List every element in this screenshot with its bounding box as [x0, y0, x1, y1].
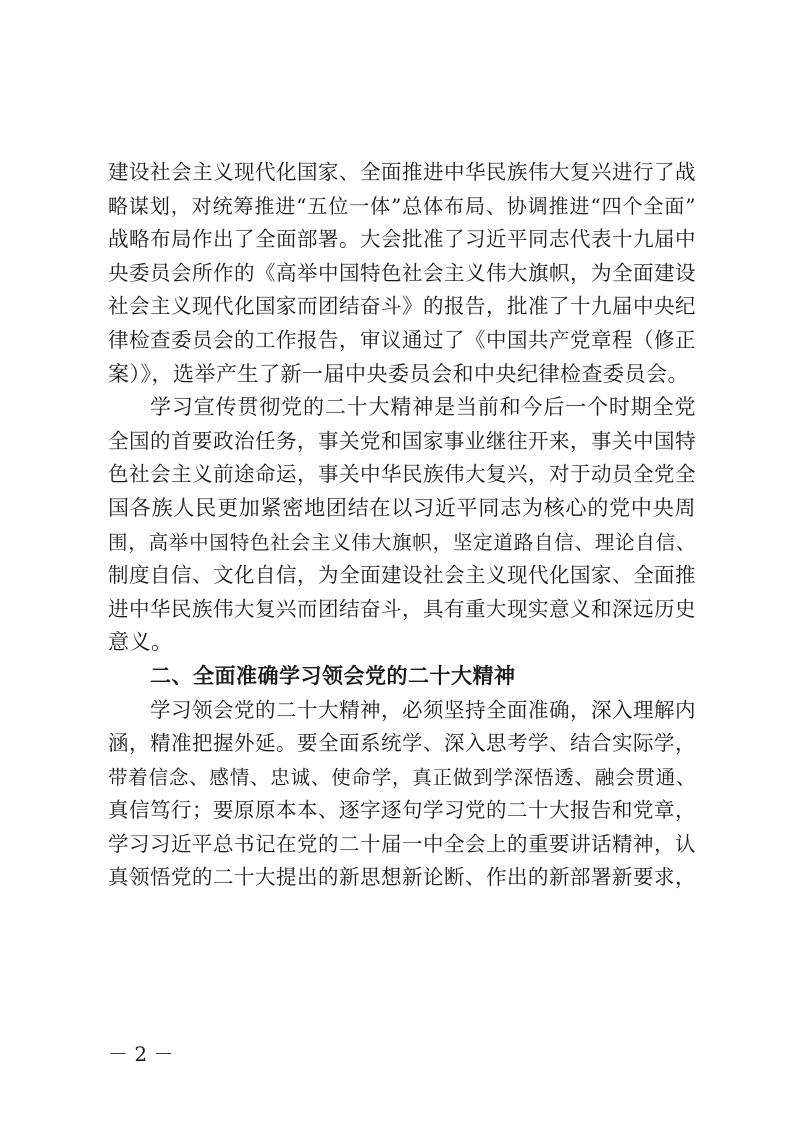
- text-line: 学习宣传贯彻党的二十大精神是当前和今后一个时期全党: [150, 395, 696, 420]
- text-line: 学习领会党的二十大精神，必须坚持全面准确，深入理解内: [150, 697, 696, 722]
- text-line: 真领悟党的二十大提出的新思想新论断、作出的新部署新要求，: [108, 865, 696, 890]
- text-line: 制度自信、文化自信，为全面建设社会主义现代化国家、全面推: [108, 563, 696, 588]
- paragraph-1: [108, 156, 696, 391]
- text-line: 涵，精准把握外延。要全面系统学、深入思考学、结合实际学，: [108, 731, 696, 756]
- text-line: 案）》，选举产生了新一届中央委员会和中央纪律检查委员会。: [108, 361, 689, 386]
- body-text: [108, 156, 696, 895]
- text-line: 进中华民族伟大复兴而团结奋斗，具有重大现实意义和深远历史: [108, 596, 696, 621]
- page-number: － 2 －: [108, 1042, 174, 1066]
- paragraph-2: [108, 391, 696, 660]
- text-line: 围，高举中国特色社会主义伟大旗帜，坚定道路自信、理论自信、: [108, 530, 696, 554]
- section-heading: 二、全面准确学习领会党的二十大精神: [150, 663, 516, 688]
- text-line: 意义。: [108, 630, 173, 655]
- text-line: 建设社会主义现代化国家、全面推进中华民族伟大复兴进行了战: [108, 160, 696, 184]
- text-line: 战略布局作出了全面部署。大会批准了习近平同志代表十九届中: [108, 227, 696, 252]
- text-line: 学习习近平总书记在党的二十届一中全会上的重要讲话精神，认: [108, 831, 696, 856]
- text-line: 色社会主义前途命运，事关中华民族伟大复兴，对于动员全党全: [108, 462, 696, 487]
- text-line: 真信笃行；要原原本本、逐字逐句学习党的二十大报告和党章，: [108, 798, 696, 823]
- text-line: 律检查委员会的工作报告，审议通过了《中国共产党章程（修正: [108, 327, 696, 352]
- text-line: 略谋划，对统筹推进“五位一体”总体布局、协调推进“四个全面”: [108, 193, 696, 218]
- paragraph-3: [108, 694, 696, 896]
- text-line: 国各族人民更加紧密地团结在以习近平同志为核心的党中央周: [108, 495, 696, 520]
- text-line: 带着信念、感情、忠诚、使命学，真正做到学深悟透、融会贯通、: [108, 765, 696, 789]
- text-line: 社会主义现代化国家而团结奋斗》的报告，批准了十九届中央纪: [108, 294, 696, 319]
- text-line: 全国的首要政治任务，事关党和国家事业继往开来，事关中国特: [108, 428, 696, 453]
- text-line: 央委员会所作的《高举中国特色社会主义伟大旗帜，为全面建设: [108, 260, 696, 285]
